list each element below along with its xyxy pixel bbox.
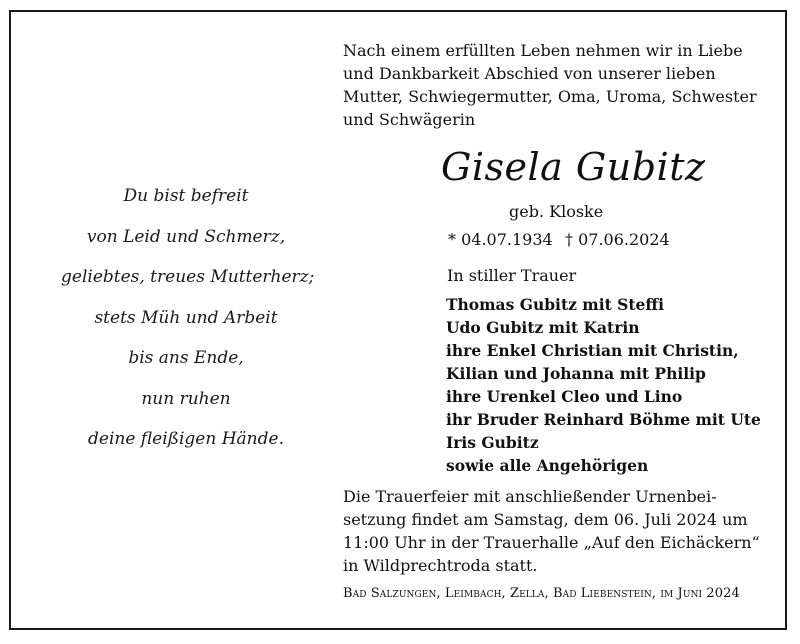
ceremony-line: in Wildprechtroda statt.: [343, 556, 538, 575]
intro-line: und Dankbarkeit Abschied von unserer lieben: [343, 64, 716, 83]
deceased-name: Gisela Gubitz: [441, 145, 706, 189]
poem-line: geliebtes, treues Mutterherz;: [61, 267, 315, 287]
death-date: † 07.06.2024: [565, 230, 670, 249]
obituary-frame: [9, 10, 787, 630]
intro-text: [343, 39, 763, 131]
ceremony-line: Die Trauerfeier mit anschließender Urnenbei-: [343, 487, 717, 506]
family-member: ihre Urenkel Cleo und Lino: [446, 387, 683, 406]
poem: [61, 176, 315, 460]
family-member: Kilian und Johanna mit Philip: [446, 364, 706, 383]
poem-line: nun ruhen: [141, 388, 231, 409]
birth-date: * 04.07.1934: [448, 230, 553, 249]
mourning-line: In stiller Trauer: [447, 266, 577, 285]
family-member: Iris Gubitz: [446, 433, 539, 452]
maiden-name: geb. Kloske: [509, 202, 604, 221]
poem-line: bis ans Ende,: [128, 348, 244, 368]
family-member: ihre Enkel Christian mit Christin,: [446, 341, 739, 360]
poem-line: stets Müh und Arbeit: [94, 307, 278, 328]
family-member: sowie alle Angehörigen: [446, 456, 649, 475]
ceremony-text: [343, 485, 763, 577]
ceremony-line: setzung findet am Samstag, dem 06. Juli 2024 um: [343, 510, 748, 529]
poem-line: deine fleißigen Hände.: [88, 429, 284, 449]
poem-line: von Leid und Schmerz,: [86, 226, 286, 247]
intro-line: und Schwägerin: [343, 110, 476, 129]
family-member: Thomas Gubitz mit Steffi: [446, 295, 664, 314]
family-member: ihr Bruder Reinhard Böhme mit Ute: [446, 410, 761, 429]
intro-line: Nach einem erfüllten Leben nehmen wir in Liebe: [343, 41, 743, 60]
family-list: [446, 293, 761, 477]
place-date-line: Bad Salzungen, Leimbach, Zella, Bad Liebenstein, im Juni 2024: [343, 586, 740, 601]
intro-line: Mutter, Schwiegermutter, Oma, Uroma, Schwester: [343, 87, 757, 106]
ceremony-line: 11:00 Uhr in der Trauerhalle „Auf den Eichäckern“: [343, 533, 760, 552]
poem-line: Du bist befreit: [123, 186, 249, 206]
family-member: Udo Gubitz mit Katrin: [446, 318, 640, 337]
